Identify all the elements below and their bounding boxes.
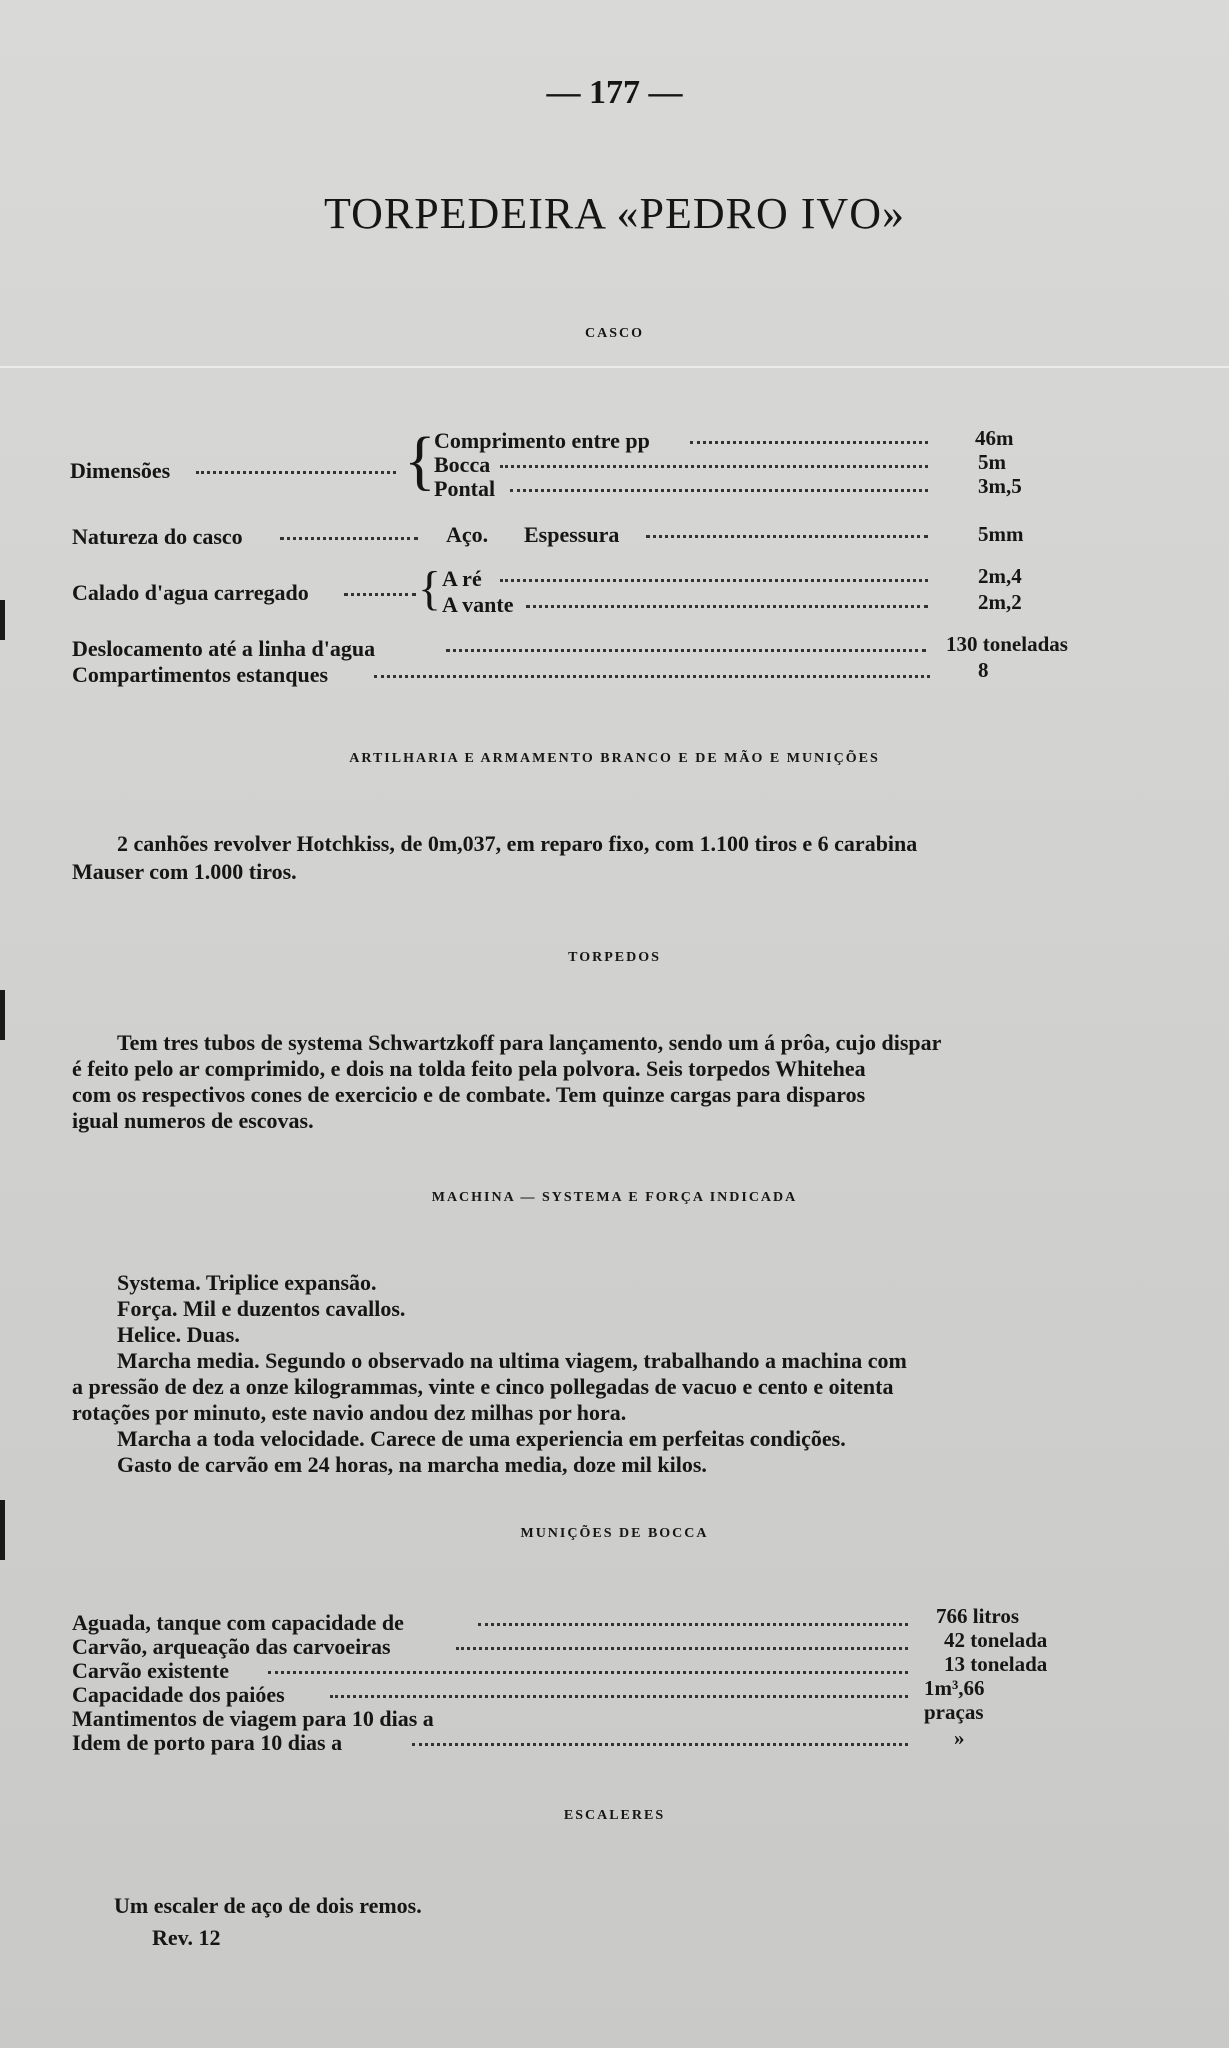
bocca-value: 5m <box>978 450 1006 474</box>
section-heading-escaleres: ESCALERES <box>563 1808 666 1823</box>
leader-dots <box>690 441 928 444</box>
natureza-label: Natureza do casco <box>72 524 243 549</box>
leader-dots <box>280 537 418 540</box>
deslocamento-label: Deslocamento até a linha d'agua <box>72 636 376 661</box>
section-heading-machina: MACHINA — SYSTEMA E FORÇA INDICADA <box>431 1190 798 1205</box>
compartimentos-label: Compartimentos estanques <box>72 662 329 687</box>
a-vante-value: 2m,2 <box>978 590 1022 614</box>
text-line: Mauser com 1.000 tiros. <box>72 859 297 884</box>
escaleres-line: Um escaler de aço de dois remos. <box>114 1893 422 1918</box>
text-line: a pressão de dez a onze kilogrammas, vinte e cinco pollegadas de vacuo e cento e oitenta <box>72 1374 894 1399</box>
leader-dots <box>330 1695 908 1698</box>
municoes-item-label: Capacidade dos paióes <box>72 1682 285 1707</box>
leader-dots <box>374 675 930 678</box>
machina-paragraph <box>72 1270 1182 1478</box>
leader-dots <box>500 465 928 468</box>
a-re-value: 2m,4 <box>978 564 1022 588</box>
a-vante-label: A vante <box>442 592 514 617</box>
text-line: Marcha media. Segundo o observado na ultima viagem, trabalhando a machina com <box>117 1348 907 1373</box>
leader-dots <box>412 1743 908 1746</box>
text-line: com os respectivos cones de exercicio e de combate. Tem quinze cargas para disparos <box>72 1082 866 1107</box>
section-heading-municoes-bocca: MUNIÇÕES DE BOCCA <box>520 1526 709 1541</box>
natureza-value: Aço. <box>446 522 489 547</box>
municoes-item-label: Carvão existente <box>72 1658 230 1683</box>
leader-dots <box>478 1623 908 1626</box>
deslocamento-value: 130 toneladas <box>946 632 1068 656</box>
text-line: rotações por minuto, este navio andou dez milhas por hora. <box>72 1400 627 1425</box>
pontal-value: 3m,5 <box>978 474 1022 498</box>
espessura-value: 5mm <box>978 522 1024 546</box>
leader-dots <box>446 649 926 652</box>
a-re-label: A ré <box>442 566 482 591</box>
leader-dots <box>646 535 928 538</box>
scan-artifact-line <box>0 366 1229 368</box>
footer-signature-mark: Rev. 12 <box>152 1925 221 1950</box>
leader-dots <box>526 605 928 608</box>
leader-dots <box>344 593 416 596</box>
text-line: Força. Mil e duzentos cavallos. <box>117 1296 406 1321</box>
section-heading-artilharia: ARTILHARIA E ARMAMENTO BRANCO E DE MÃO E MUNIÇÕES <box>349 751 880 766</box>
section-heading-casco: CASCO <box>584 326 644 341</box>
municoes-item-label: Aguada, tanque com capacidade de <box>72 1610 404 1635</box>
section-heading-torpedos: TORPEDOS <box>568 950 661 965</box>
text-line: Tem tres tubos de systema Schwartzkoff para lançamento, sendo um á prôa, cujo dispar <box>117 1030 942 1055</box>
municoes-item-value: » <box>954 1726 965 1750</box>
scan-edge-mark <box>0 600 5 640</box>
leader-dots <box>510 489 928 492</box>
scan-edge-mark <box>0 990 5 1040</box>
page-number: — 177 — <box>546 74 683 111</box>
text-line: 2 canhões revolver Hotchkiss, de 0m,037, em reparo fixo, com 1.100 tiros e 6 carabina <box>117 831 918 856</box>
espessura-label: Espessura <box>524 522 620 547</box>
text-line: é feito pelo ar comprimido, e dois na tolda feito pela polvora. Seis torpedos Whitehea <box>72 1056 866 1081</box>
municoes-item-value: 42 tonelada <box>944 1628 1048 1652</box>
text-line: Systema. Triplice expansão. <box>117 1270 377 1295</box>
comprimento-label: Comprimento entre pp <box>434 428 650 453</box>
municoes-item-label: Carvão, arqueação das carvoeiras <box>72 1634 391 1659</box>
leader-dots <box>456 1647 908 1650</box>
municoes-item-value: 13 tonelada <box>944 1652 1048 1676</box>
municoes-item-value: 766 litros <box>936 1604 1020 1628</box>
page-title: TORPEDEIRA «PEDRO IVO» <box>323 189 905 238</box>
artilharia-paragraph <box>72 830 1172 886</box>
text-line: igual numeros de escovas. <box>72 1108 314 1133</box>
text-line: Helice. Duas. <box>117 1322 240 1347</box>
leader-dots <box>268 1671 908 1674</box>
comprimento-value: 46m <box>975 426 1014 450</box>
scan-edge-mark <box>0 1500 5 1560</box>
municoes-item-label: Idem de porto para 10 dias a <box>72 1730 343 1755</box>
text-line: Marcha a toda velocidade. Carece de uma experiencia em perfeitas condições. <box>117 1426 846 1451</box>
municoes-item-label: Mantimentos de viagem para 10 dias a <box>72 1706 434 1731</box>
pontal-label: Pontal <box>434 476 496 501</box>
dimensoes-label: Dimensões <box>70 458 171 483</box>
leader-dots <box>500 579 928 582</box>
municoes-item-value: 1m³,66 <box>924 1676 985 1700</box>
calado-label: Calado d'agua carregado <box>72 580 309 605</box>
compartimentos-value: 8 <box>978 658 989 682</box>
leader-dots <box>196 471 396 474</box>
municoes-item-value: praças <box>924 1700 984 1724</box>
brace-icon: { <box>418 562 442 615</box>
text-line: Gasto de carvão em 24 horas, na marcha media, doze mil kilos. <box>117 1452 707 1477</box>
bocca-label: Bocca <box>434 452 491 477</box>
torpedos-paragraph <box>72 1030 1182 1134</box>
brace-icon: { <box>404 424 436 497</box>
